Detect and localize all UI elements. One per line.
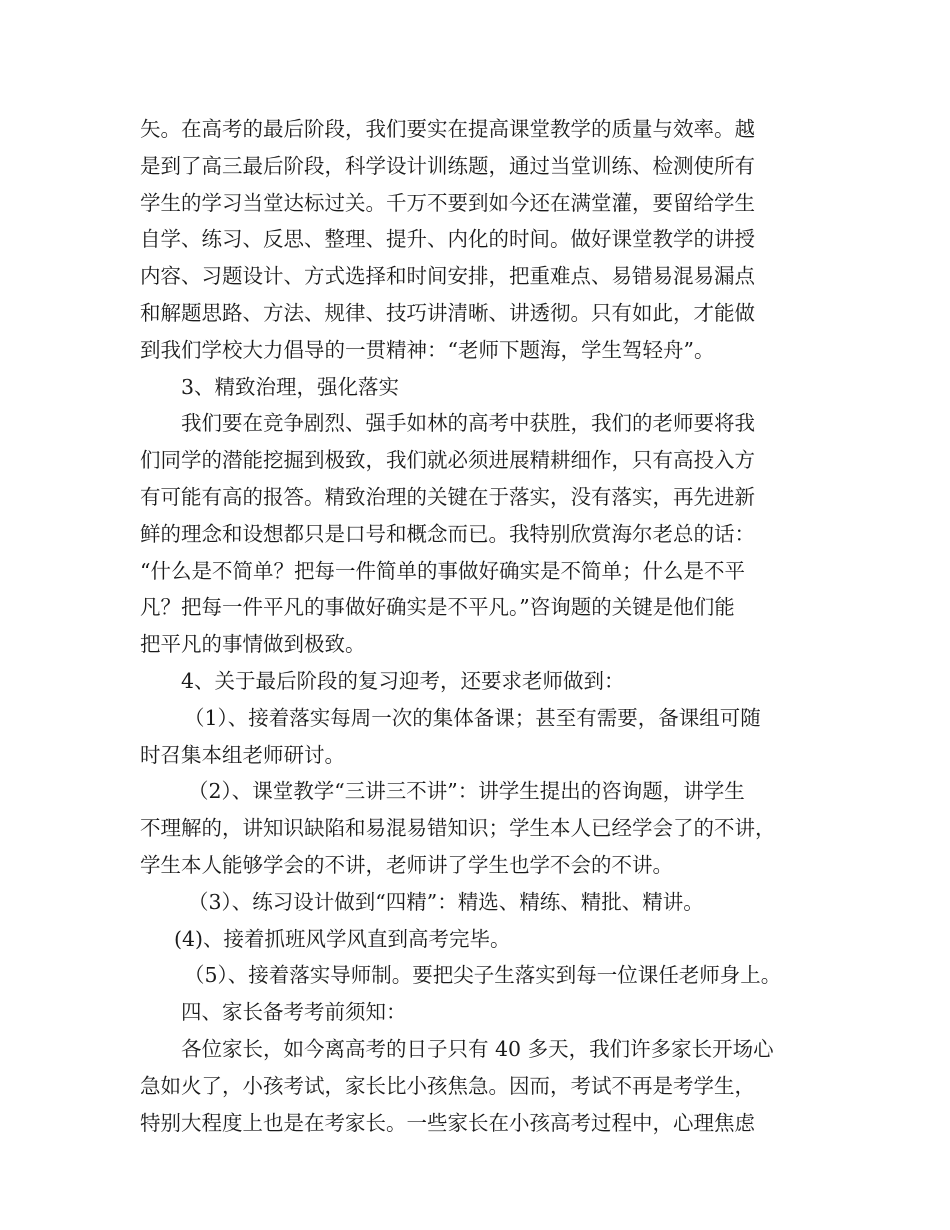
text-line: 凡？把每一件平凡的事做好确实是不平凡。”咨询题的关键是他们能 — [140, 595, 735, 620]
text-line: 们同学的潜能挖掘到极致，我们就必须进展精耕细作，只有高投入方 — [140, 448, 755, 473]
text-line: 特别大程度上也是在考家长。一些家长在小孩高考过程中，心理焦虑 — [140, 1110, 755, 1135]
list-item: （3）、练习设计做到“四精”：精选、精练、精批、精讲。 — [188, 889, 704, 914]
text-line: 学生的学习当堂达标过关。千万不要到如今还在满堂灌，要留给学生 — [140, 190, 755, 215]
text-line: 自学、练习、反思、整理、提升、内化的时间。做好课堂教学的讲授 — [140, 227, 755, 252]
list-item: （1）、接着落实每周一次的集体备课；甚至有需要，备课组可随 — [184, 705, 761, 730]
section-heading: 3、精致治理，强化落实 — [181, 374, 400, 399]
text-line: 是到了高三最后阶段，科学设计训练题，通过当堂训练、检测使所有 — [140, 153, 755, 178]
text-line: 学生本人能够学会的不讲，老师讲了学生也学不会的不讲。 — [140, 852, 673, 877]
text-line: 急如火了，小孩考试，家长比小孩焦急。因而，考试不再是考学生， — [140, 1073, 755, 1098]
text-line: 矢。在高考的最后阶段，我们要实在提高课堂教学的质量与效率。越 — [140, 117, 755, 141]
text-line: 到我们学校大力倡导的一贯精神：“老师下题海，学生驾轻舟”。 — [140, 337, 715, 362]
body-text — [140, 111, 830, 1141]
text-line: 有可能有高的报答。精致治理的关键在于落实，没有落实，再先进新 — [140, 484, 755, 509]
text-line: 各位家长，如今离高考的日子只有 40 多天，我们许多家长开场心 — [181, 1036, 774, 1061]
list-item: （2）、课堂教学“三讲三不讲”：讲学生提出的咨询题，讲学生 — [188, 779, 745, 804]
text-line: “什么是不简单？把每一件简单的事做好确实是不简单；什么是不平 — [140, 558, 745, 583]
text-line: 和解题思路、方法、规律、技巧讲清晰、讲透彻。只有如此，才能做 — [140, 300, 755, 325]
list-item: (4)、接着抓班风学风直到高考完毕。 — [174, 926, 511, 951]
list-item: （5）、接着落实导师制。要把尖子生落实到每一位课任老师身上。 — [184, 963, 782, 988]
text-line: 时召集本组老师研讨。 — [140, 742, 345, 767]
text-line: 不理解的，讲知识缺陷和易混易错知识；学生本人已经学会了的不讲， — [140, 816, 776, 841]
text-line: 把平凡的事情做到极致。 — [140, 632, 366, 657]
section-heading: 4、关于最后阶段的复习迎考，还要求老师做到： — [181, 668, 625, 693]
text-line: 鲜的理念和设想都只是口号和概念而已。我特别欣赏海尔老总的话： — [140, 521, 755, 546]
text-line: 我们要在竞争剧烈、强手如林的高考中获胜，我们的老师要将我 — [181, 411, 755, 436]
text-line: 内容、习题设计、方式选择和时间安排，把重难点、易错易混易漏点 — [140, 264, 755, 289]
section-heading: 四、家长备考考前须知： — [181, 1000, 407, 1025]
